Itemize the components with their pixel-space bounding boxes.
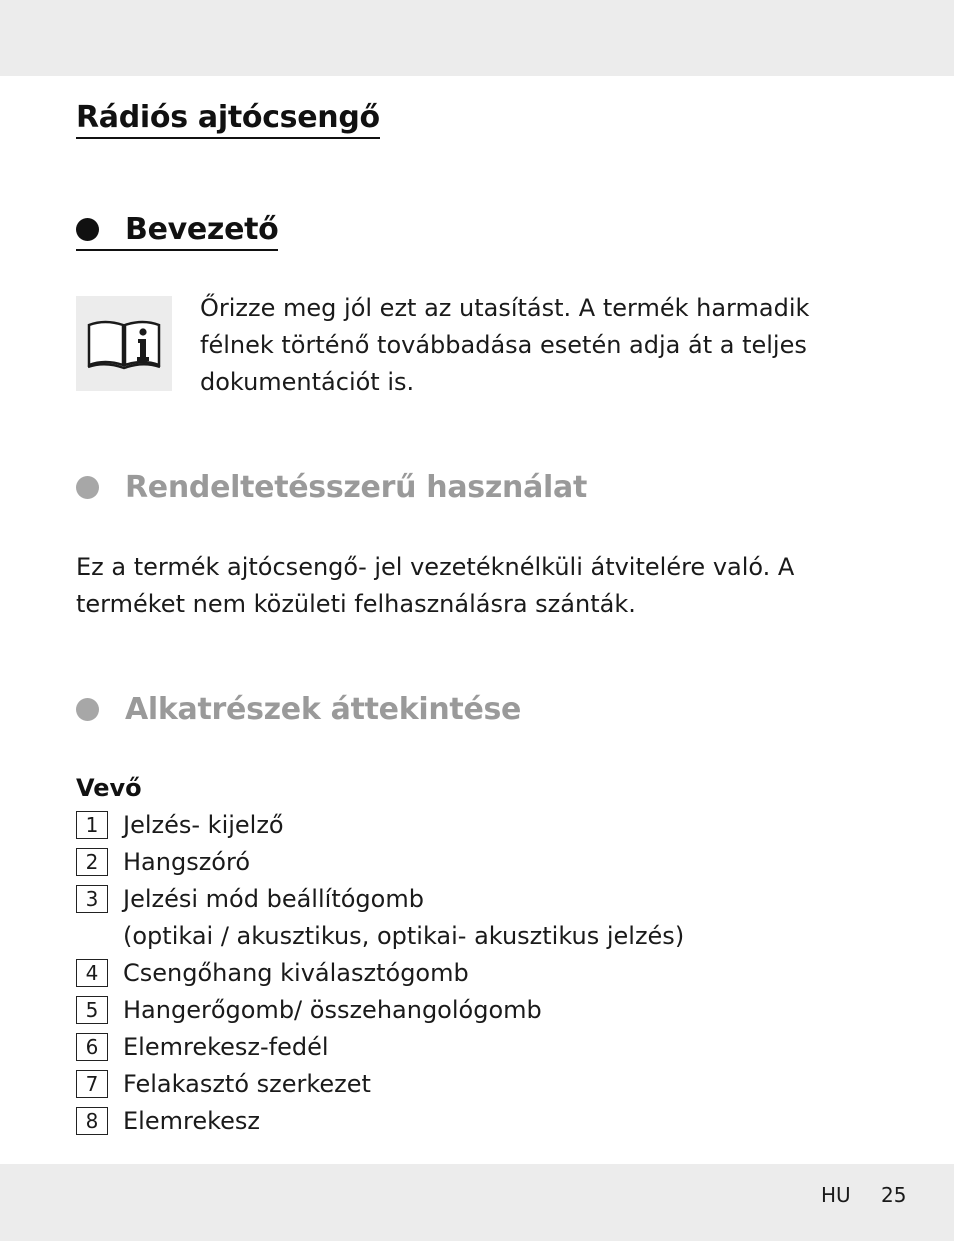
section-heading-usage <box>76 470 587 505</box>
book-info-icon <box>76 296 172 391</box>
list-item <box>76 992 684 1029</box>
list-item <box>76 955 684 992</box>
item-number: 6 <box>76 1033 108 1061</box>
header-band <box>0 0 954 76</box>
item-number: 1 <box>76 811 108 839</box>
section-heading-intro-label: Bevezető <box>125 212 279 247</box>
list-item <box>76 1103 684 1140</box>
item-label-continuation: (optikai / akusztikus, optikai- akusztikus jelzés) <box>123 922 685 950</box>
list-item <box>76 1066 684 1103</box>
intro-paragraph: Őrizze meg jól ezt az utasítást. A termék harmadik félnek történő továbbadása esetén adja át a teljes dokumentációt is. <box>200 294 810 396</box>
item-number: 5 <box>76 996 108 1024</box>
list-item <box>76 881 684 955</box>
item-label: Hangerőgomb/ összehangológomb <box>123 996 542 1024</box>
list-item <box>76 844 684 881</box>
bullet-icon <box>76 476 99 499</box>
item-label: Jelzési mód beállítógomb <box>123 885 424 913</box>
section-heading-parts <box>76 692 521 727</box>
list-item <box>76 1029 684 1066</box>
page-title: Rádiós ajtócsengő <box>76 100 380 139</box>
item-label: Hangszóró <box>123 848 251 876</box>
footer-language: HU <box>821 1183 851 1207</box>
parts-list <box>76 807 684 1140</box>
section-heading-usage-label: Rendeltetésszerű használat <box>125 470 587 505</box>
bullet-icon <box>76 218 99 241</box>
parts-subtitle: Vevő <box>76 774 142 802</box>
item-number: 3 <box>76 885 108 913</box>
page-footer <box>821 1183 907 1207</box>
item-label: Felakasztó szerkezet <box>123 1070 371 1098</box>
item-number: 8 <box>76 1107 108 1135</box>
usage-paragraph: Ez a termék ajtócsengő- jel vezetéknélküli átvitelére való. A terméket nem közületi felhasználásra szánták. <box>76 553 795 618</box>
item-number: 7 <box>76 1070 108 1098</box>
book-info-icon-graphic <box>85 315 163 373</box>
section-heading-intro <box>76 212 278 251</box>
bullet-icon <box>76 698 99 721</box>
list-item <box>76 807 684 844</box>
item-number: 2 <box>76 848 108 876</box>
section-heading-parts-label: Alkatrészek áttekintése <box>125 692 522 727</box>
item-label: Csengőhang kiválasztógomb <box>123 959 469 987</box>
item-label: Elemrekesz <box>123 1107 260 1135</box>
footer-band <box>0 1164 954 1241</box>
item-label: Elemrekesz-fedél <box>123 1033 329 1061</box>
item-label: Jelzés- kijelző <box>123 811 284 839</box>
item-number: 4 <box>76 959 108 987</box>
page-number: 25 <box>881 1183 907 1207</box>
